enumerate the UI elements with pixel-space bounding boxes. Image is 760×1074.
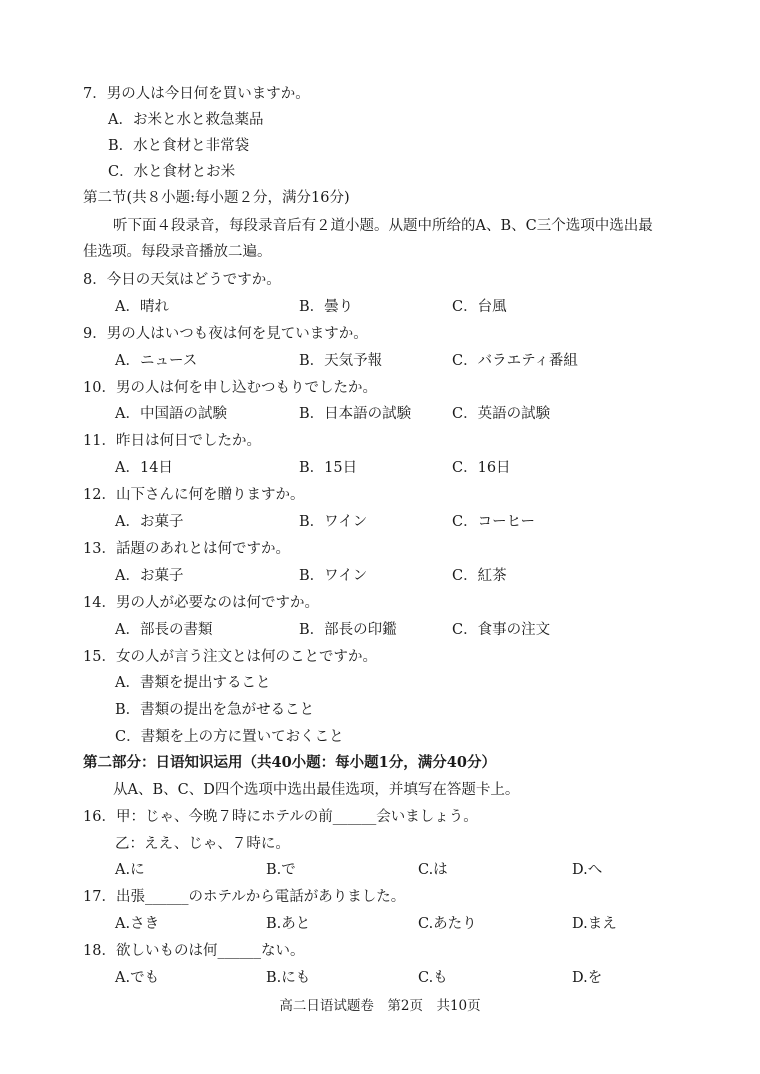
question-15-option-a: A．書類を提出すること	[115, 675, 271, 691]
question-14-option-b: B．部長の印鑑	[299, 622, 397, 638]
question-9-option-a: A．ニュース	[115, 353, 198, 369]
question-7-option-a: A．お米と水と救急薬品	[108, 112, 264, 128]
question-12-stem: 12．山下さんに何を贈りますか。	[83, 487, 305, 503]
section-2-heading: 第二节(共８小题:每小题２分，满分16分)	[83, 190, 350, 206]
page-footer: 高二日语试题卷 第2页 共10页	[279, 998, 481, 1014]
question-14-stem: 14．男の人が必要なのは何ですか。	[83, 595, 319, 611]
question-13-option-a: A．お菓子	[115, 568, 184, 584]
question-7-option-b: B．水と食材と非常袋	[108, 138, 250, 154]
question-16-stem: 16．甲：じゃ、今晩７時にホテルの前______会いましょう。	[83, 809, 478, 825]
question-11-stem: 11．昨日は何日でしたか。	[83, 433, 261, 449]
part-2-instruction: 从A、B、C、D四个选项中选出最佳选项，并填写在答题卡上。	[113, 782, 520, 798]
question-13-stem: 13．話題のあれとは何ですか。	[83, 541, 290, 557]
question-16-option-c: C.は	[418, 862, 448, 878]
question-16-option-d: D.へ	[572, 862, 603, 878]
question-10-stem: 10．男の人は何を申し込むつもりでしたか。	[83, 380, 377, 396]
question-11-option-c: C．16日	[452, 460, 511, 476]
question-8-option-b: B．曇り	[299, 299, 354, 315]
question-8-stem: 8．今日の天気はどうですか。	[83, 272, 281, 288]
question-10-option-b: B．日本語の試験	[299, 406, 412, 422]
question-15-option-b: B．書類の提出を急がせること	[115, 702, 315, 718]
question-15-option-c: C．書類を上の方に置いておくこと	[115, 729, 344, 745]
question-12-option-c: C．コーヒー	[452, 514, 536, 530]
question-9-option-c: C．バラエティ番組	[452, 353, 578, 369]
question-18-option-d: D.を	[572, 970, 603, 986]
question-9-option-b: B．天気予報	[299, 353, 383, 369]
question-8-option-a: A．晴れ	[115, 299, 169, 315]
section-2-instruction-line1: 听下面４段录音，每段录音后有２道小题。从题中所给的A、B、C三个选项中选出最	[113, 218, 653, 234]
question-12-option-b: B．ワイン	[299, 514, 368, 530]
question-17-option-b: B.あと	[266, 916, 311, 932]
question-12-option-a: A．お菓子	[115, 514, 184, 530]
question-10-option-a: A．中国語の試験	[115, 406, 227, 422]
question-7-option-c: C．水と食材とお米	[108, 164, 236, 180]
question-13-option-b: B．ワイン	[299, 568, 368, 584]
question-15-stem: 15．女の人が言う注文とは何のことですか。	[83, 649, 377, 665]
question-18-option-c: C.も	[418, 970, 448, 986]
part-2-heading: 第二部分：日语知识运用（共40小题：每小题1分，满分40分）	[83, 754, 496, 771]
question-16-stem-reply: 乙：ええ、じゃ、７時に。	[115, 836, 290, 852]
question-13-option-c: C．紅茶	[452, 568, 507, 584]
question-17-option-d: D.まえ	[572, 916, 617, 932]
question-8-option-c: C．台風	[452, 299, 507, 315]
question-11-option-b: B．15日	[299, 460, 358, 476]
question-16-option-b: B.で	[266, 862, 296, 878]
question-10-option-c: C．英語の試験	[452, 406, 551, 422]
question-14-option-c: C．食事の注文	[452, 622, 551, 638]
question-18-stem: 18．欲しいものは何______ない。	[83, 943, 305, 959]
question-16-option-a: A.に	[115, 862, 145, 878]
question-18-option-b: B.にも	[266, 970, 311, 986]
question-7-stem: 7．男の人は今日何を買いますか。	[83, 86, 310, 102]
question-9-stem: 9．男の人はいつも夜は何を見ていますか。	[83, 326, 368, 342]
question-17-option-c: C.あたり	[418, 916, 477, 932]
question-17-option-a: A.さき	[115, 916, 160, 932]
question-17-stem: 17．出張______のホテルから電話がありました。	[83, 889, 406, 905]
question-11-option-a: A．14日	[115, 460, 173, 476]
question-18-option-a: A.でも	[115, 970, 160, 986]
question-14-option-a: A．部長の書類	[115, 622, 213, 638]
section-2-instruction-line2: 佳选项。每段录音播放二遍。	[83, 244, 272, 260]
